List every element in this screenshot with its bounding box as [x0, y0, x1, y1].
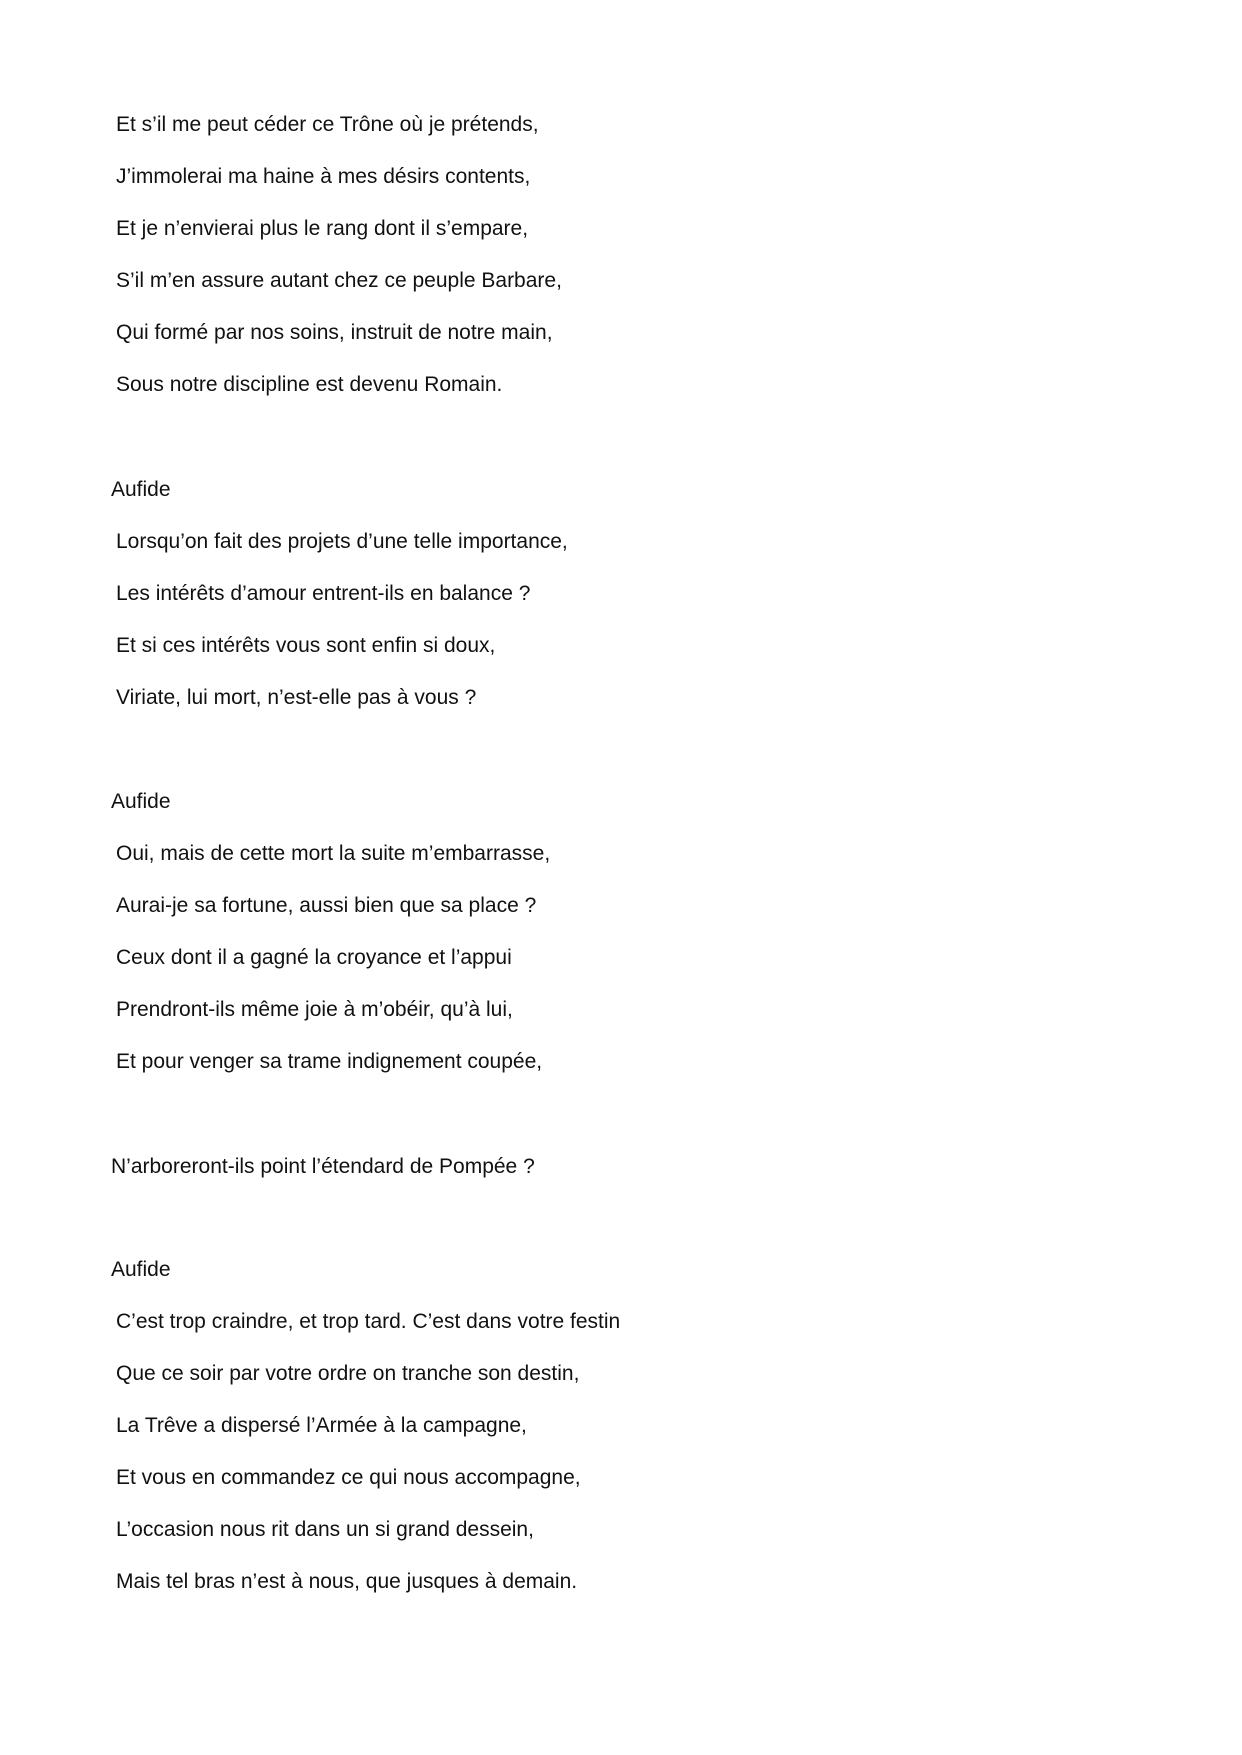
verse-line: Et si ces intérêts vous sont enfin si doux, [116, 634, 496, 657]
verse-line: C’est trop craindre, et trop tard. C’est dans votre festin [116, 1310, 621, 1333]
verse-line: Mais tel bras n’est à nous, que jusques à demain. [116, 1570, 578, 1593]
verse-line: Sous notre discipline est devenu Romain. [116, 373, 503, 396]
verse-line: Aurai-je sa fortune, aussi bien que sa place ? [116, 894, 537, 917]
speaker-name: Aufide [111, 790, 171, 813]
verse-line: Que ce soir par votre ordre on tranche son destin, [116, 1362, 580, 1385]
verse-line: Lorsqu’on fait des projets d’une telle importance, [116, 530, 568, 553]
speaker-name: Aufide [111, 1258, 171, 1281]
verse-line: L’occasion nous rit dans un si grand dessein, [116, 1518, 534, 1541]
speaker-name: Aufide [111, 478, 171, 501]
verse-line: Oui, mais de cette mort la suite m’embarrasse, [116, 842, 551, 865]
verse-line: Ceux dont il a gagné la croyance et l’appui [116, 946, 512, 969]
verse-line: Et je n’envierai plus le rang dont il s’empare, [116, 217, 529, 240]
verse-line: La Trêve a dispersé l’Armée à la campagne, [116, 1414, 527, 1437]
verse-line: Et s’il me peut céder ce Trône où je prétends, [116, 113, 539, 136]
verse-line: Viriate, lui mort, n’est-elle pas à vous ? [116, 686, 477, 709]
verse-line: Et vous en commandez ce qui nous accompagne, [116, 1466, 581, 1489]
verse-line: Les intérêts d’amour entrent-ils en balance ? [116, 582, 531, 605]
verse-line: Qui formé par nos soins, instruit de notre main, [116, 321, 553, 344]
verse-line: J’immolerai ma haine à mes désirs contents, [116, 165, 531, 188]
verse-line: Et pour venger sa trame indignement coupée, [116, 1050, 543, 1073]
verse-line: S’il m’en assure autant chez ce peuple Barbare, [116, 269, 562, 292]
verse-line: Prendront-ils même joie à m’obéir, qu’à lui, [116, 998, 513, 1021]
verse-line: N’arboreront-ils point l’étendard de Pompée ? [111, 1155, 535, 1178]
